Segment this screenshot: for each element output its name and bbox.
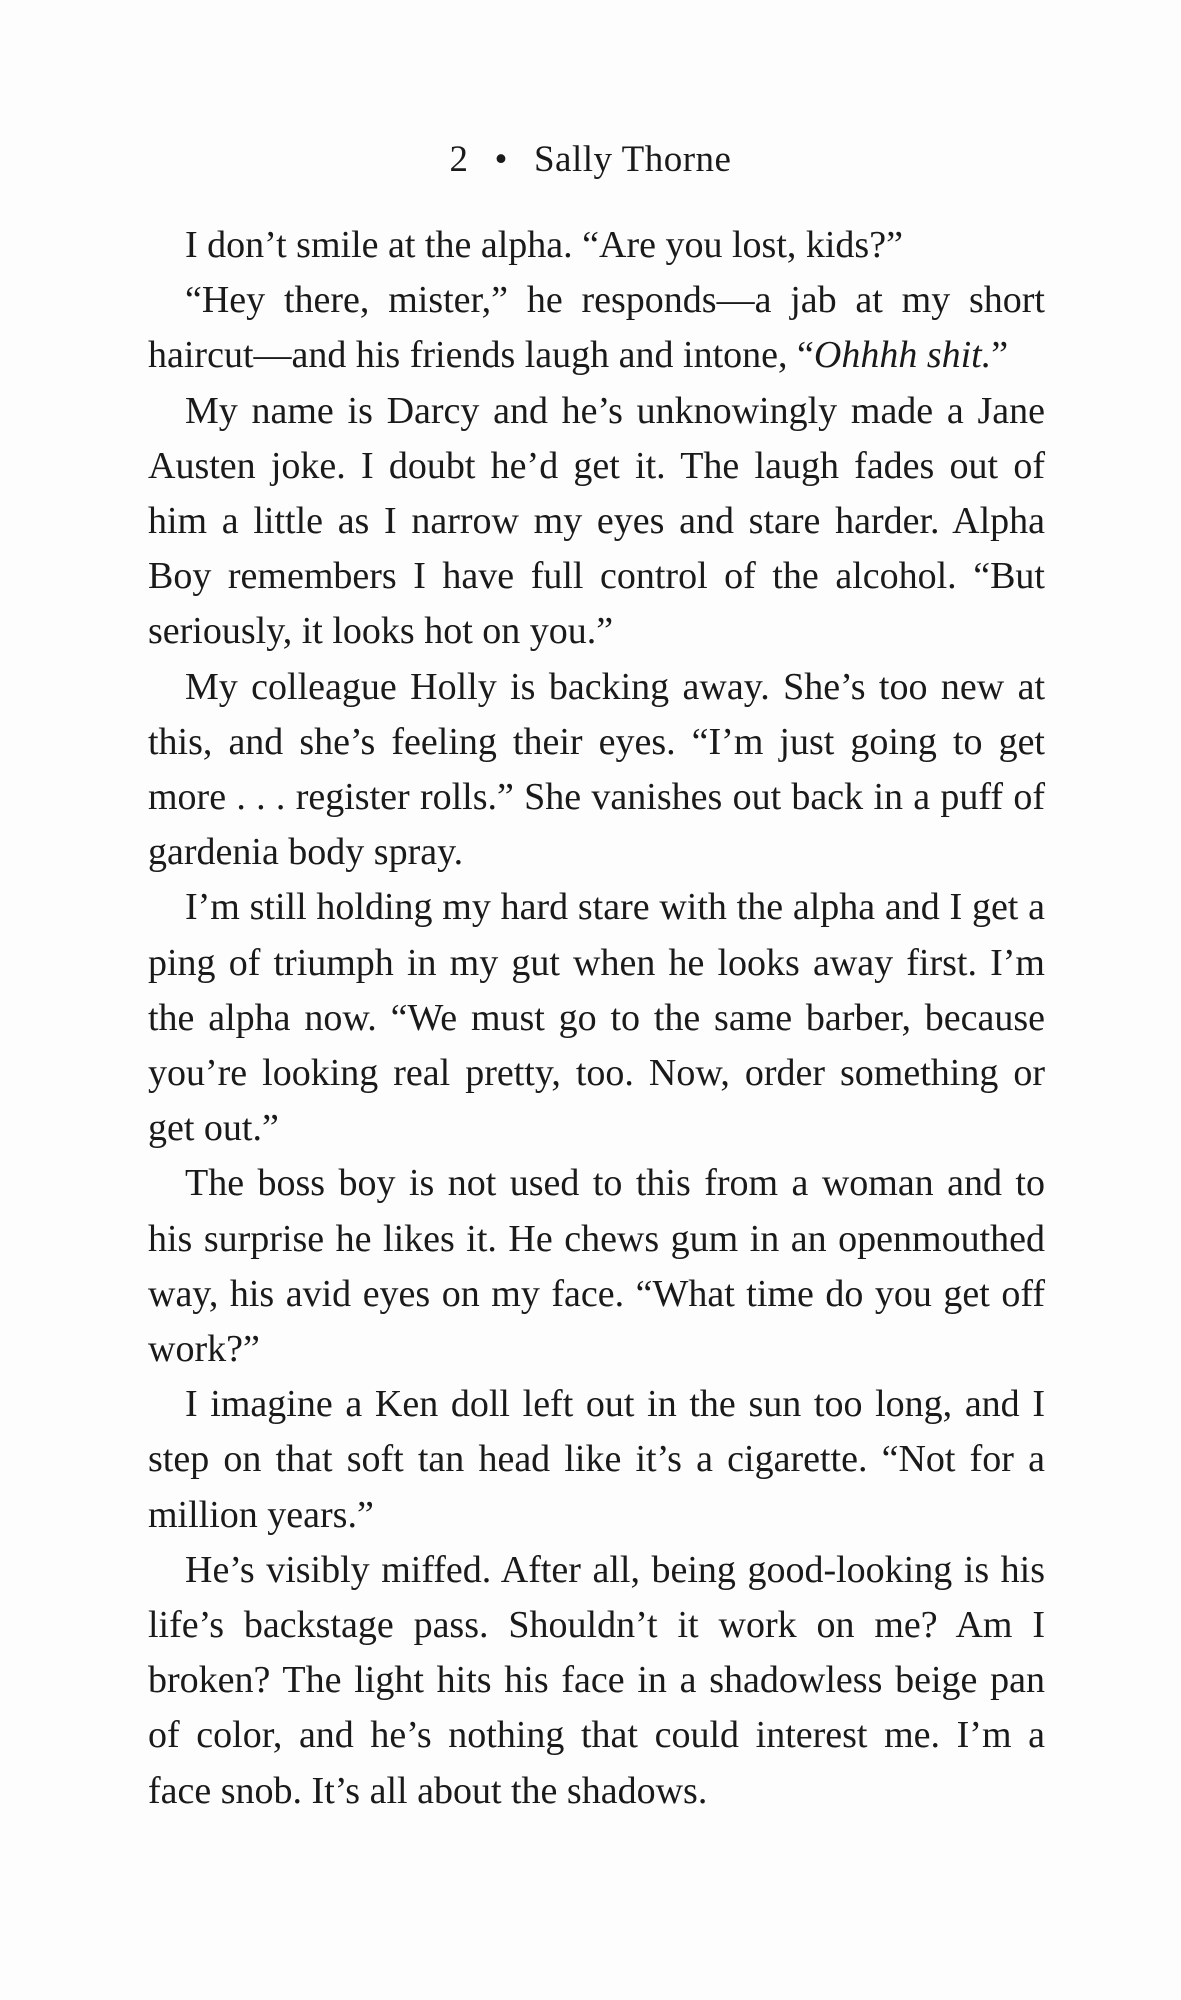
paragraph-4: My colleague Holly is backing away. She’s too new at this, and she’s feeling their eyes. “I’m just going to get more . . . register rolls.” She vanishes out back in a puff of gardenia body spray. — [148, 665, 1045, 874]
running-head — [0, 138, 1181, 181]
paragraph-5: I’m still holding my hard stare with the alpha and I get a ping of triumph in my gut when he looks away first. I’m the alpha now. “We must go to the same barber, because you’re looking real pretty, too. Now, order something or get out.” — [148, 886, 1045, 1150]
page-number: 2 — [449, 139, 469, 180]
paragraph-6: The boss boy is not used to this from a woman and to his surprise he likes it. He chews gum in an openmouthed way, his avid eyes on my face. “What time do you get off work?” — [148, 1162, 1045, 1371]
paragraph-3: My name is Darcy and he’s unknowingly made a Jane Austen joke. I doubt he’d get it. The laugh fades out of him a little as I narrow my eyes and stare harder. Alpha Boy remembers I have full control of the alcohol. “But seriously, it looks hot on you.” — [148, 389, 1045, 653]
paragraph-2: “Hey there, mister,” he responds—a jab at my short haircut—and his friends laugh and intone, “Ohhhh shit.” — [148, 279, 1045, 377]
body-text — [148, 218, 1045, 1819]
separator-bullet: • — [494, 139, 508, 180]
paragraph-7: I imagine a Ken doll left out in the sun too long, and I step on that soft tan head like it’s a cigarette. “Not for a million years.” — [148, 1383, 1045, 1536]
paragraph-8: He’s visibly miffed. After all, being good-looking is his life’s backstage pass. Shouldn’t it work on me? Am I broken? The light hits his face in a shadowless beige pan of color, and he’s nothing that could interest me. I’m a face snob. It’s all about the shadows. — [148, 1548, 1045, 1812]
italic-phrase: Ohhhh shit. — [813, 334, 992, 377]
paragraph-1: I don’t smile at the alpha. “Are you lost, kids?” — [185, 224, 903, 266]
author-name: Sally Thorne — [533, 139, 732, 180]
